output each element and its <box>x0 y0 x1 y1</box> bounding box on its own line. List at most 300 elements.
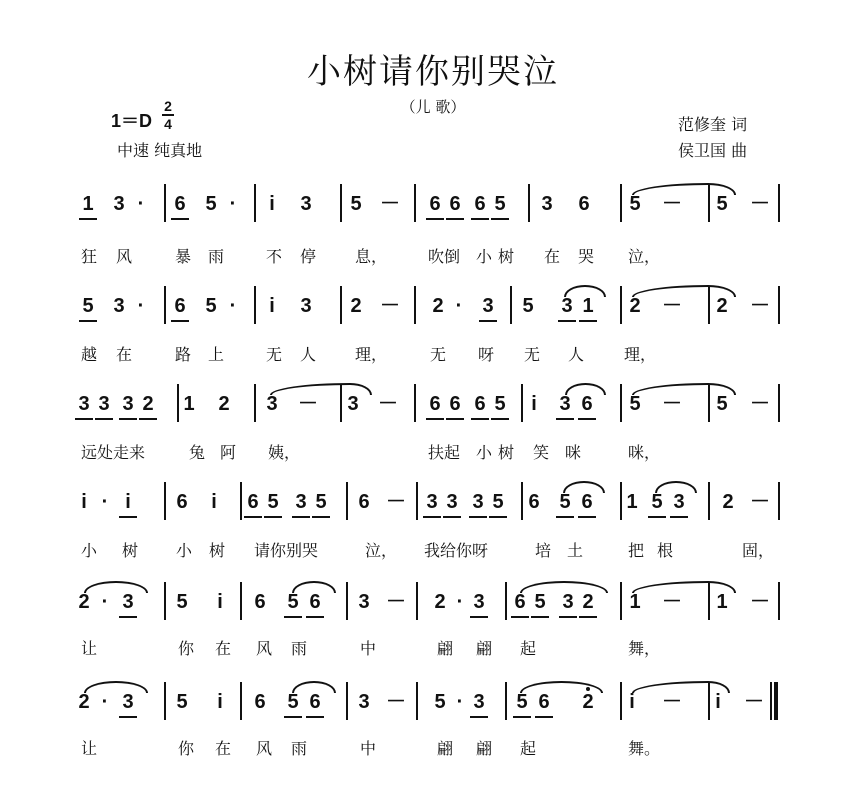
note <box>554 490 576 514</box>
note-digit: 3 <box>562 591 574 613</box>
tie-arc <box>708 183 736 195</box>
lyric-syllable: 上 <box>208 345 225 364</box>
lyrics-row <box>0 343 866 367</box>
note-digit: 1 <box>183 393 195 415</box>
note <box>624 392 646 416</box>
lyric-syllable: 起 <box>520 639 537 658</box>
note-digit: 5 <box>492 491 504 513</box>
note <box>487 490 509 514</box>
barline <box>620 286 622 324</box>
note-digit: 5 <box>267 491 279 513</box>
eighth-underline <box>119 616 137 618</box>
note-digit: 3 <box>358 691 370 713</box>
lyric-syllable: 越 <box>81 345 98 364</box>
tie-arc <box>565 383 606 395</box>
note-digit: 1 <box>629 591 641 613</box>
lyric-syllable: 在 <box>215 639 232 658</box>
tie-arc <box>708 383 736 395</box>
note <box>94 590 116 614</box>
tie-arc <box>350 383 372 395</box>
lyrics-row <box>0 441 866 465</box>
note <box>429 690 451 714</box>
lyric-syllable: 理， <box>624 345 657 364</box>
note-digit: － <box>750 591 770 613</box>
eighth-underline <box>119 516 137 518</box>
note-digit: i <box>211 491 217 513</box>
note-digit: 3 <box>358 591 370 613</box>
lyric-syllable: 翩 <box>437 639 454 658</box>
barline <box>505 582 507 620</box>
note <box>209 690 231 714</box>
note-digit: 5 <box>516 691 528 713</box>
note-digit: 5 <box>629 193 641 215</box>
note <box>444 392 466 416</box>
note <box>200 294 222 318</box>
note-digit: 6 <box>474 193 486 215</box>
lyric-syllable: 风 <box>256 739 273 758</box>
eighth-underline <box>446 218 464 220</box>
note <box>661 192 683 216</box>
barline <box>164 482 166 520</box>
note <box>137 392 159 416</box>
eighth-underline <box>171 218 189 220</box>
lyric-syllable: 树 <box>498 247 515 266</box>
note-digit: － <box>662 193 682 215</box>
note <box>94 690 116 714</box>
note <box>523 490 545 514</box>
note-digit: · <box>101 491 109 513</box>
note <box>379 294 401 318</box>
barline <box>240 582 242 620</box>
note-digit: － <box>386 691 406 713</box>
barline <box>416 482 418 520</box>
note <box>282 590 304 614</box>
note-digit: 6 <box>528 491 540 513</box>
lyric-syllable: 雨 <box>291 739 308 758</box>
note-digit: 6 <box>514 591 526 613</box>
note <box>297 392 319 416</box>
eighth-underline <box>559 616 577 618</box>
note <box>441 490 463 514</box>
note-digit: 2 <box>722 491 734 513</box>
note <box>711 192 733 216</box>
lyric-syllable: 息， <box>355 247 388 266</box>
note-digit: － <box>744 691 764 713</box>
note-digit: 3 <box>122 591 134 613</box>
eighth-underline <box>79 320 97 322</box>
note-digit: － <box>750 393 770 415</box>
lyric-syllable: 舞。 <box>628 739 661 758</box>
lyric-syllable: 路 <box>175 345 192 364</box>
note <box>448 294 470 318</box>
note-digit: 5 <box>522 295 534 317</box>
note <box>310 490 332 514</box>
note <box>342 392 364 416</box>
note <box>385 590 407 614</box>
note <box>624 294 646 318</box>
lyric-syllable: 远处走来 <box>81 443 146 462</box>
barline <box>164 682 166 720</box>
tie-arc <box>564 285 606 297</box>
eighth-underline <box>244 516 262 518</box>
note-digit: i <box>531 393 537 415</box>
note-digit: 5 <box>534 591 546 613</box>
tie-arc <box>708 681 730 693</box>
note-digit: 3 <box>113 295 125 317</box>
note-digit: 6 <box>449 193 461 215</box>
lyric-syllable: 笑 <box>533 443 550 462</box>
eighth-underline <box>579 616 597 618</box>
note-digit: 3 <box>266 393 278 415</box>
note-digit: 3 <box>122 393 134 415</box>
note <box>661 590 683 614</box>
note-digit: 5 <box>559 491 571 513</box>
note <box>345 294 367 318</box>
note-digit: 3 <box>295 491 307 513</box>
lyric-syllable: 理， <box>355 345 388 364</box>
lyric-syllable: 翩 <box>476 739 493 758</box>
note-digit: 5 <box>315 491 327 513</box>
note <box>711 392 733 416</box>
note-digit: 6 <box>474 393 486 415</box>
eighth-underline <box>469 516 487 518</box>
note-digit: － <box>662 591 682 613</box>
lyric-syllable: 无 <box>430 345 447 364</box>
lyric-syllable: 人 <box>300 345 317 364</box>
note-digit: － <box>380 193 400 215</box>
eighth-underline <box>292 516 310 518</box>
note <box>577 690 599 714</box>
note-digit: 3 <box>482 295 494 317</box>
eighth-underline <box>426 218 444 220</box>
notation-row <box>0 578 866 626</box>
note <box>353 690 375 714</box>
eighth-underline <box>75 418 93 420</box>
barline <box>778 482 780 520</box>
note <box>661 294 683 318</box>
note <box>749 392 771 416</box>
note <box>624 192 646 216</box>
lyric-syllable: 无 <box>524 345 541 364</box>
note-digit: i <box>217 691 223 713</box>
note-digit: 3 <box>122 691 134 713</box>
lyric-syllable: 扶起 <box>428 443 461 462</box>
barline <box>620 582 622 620</box>
note <box>261 392 283 416</box>
note <box>73 690 95 714</box>
note-digit: 2 <box>78 691 90 713</box>
note <box>646 490 668 514</box>
note-digit: · <box>137 295 145 317</box>
song-title: 小树请你别哭泣 <box>307 52 559 92</box>
note <box>749 192 771 216</box>
tie-arc <box>270 383 350 395</box>
note-digit: 6 <box>247 491 259 513</box>
lyricist-credit: 范修奎 词 <box>678 115 748 134</box>
note <box>171 690 193 714</box>
note <box>242 490 264 514</box>
note <box>517 294 539 318</box>
tie-arc <box>708 285 736 297</box>
eighth-underline <box>284 716 302 718</box>
barline <box>164 286 166 324</box>
lyric-syllable: 小 <box>476 247 493 266</box>
note-digit: 5 <box>434 691 446 713</box>
barline <box>254 286 256 324</box>
note <box>345 192 367 216</box>
note-digit: · <box>101 691 109 713</box>
note-digit: 2 <box>78 591 90 613</box>
note <box>117 690 139 714</box>
lyric-syllable: 树 <box>498 443 515 462</box>
eighth-underline <box>471 218 489 220</box>
note-digit: 3 <box>300 295 312 317</box>
note-digit: 6 <box>309 691 321 713</box>
eighth-underline <box>670 516 688 518</box>
note-digit: i <box>715 691 721 713</box>
note <box>717 490 739 514</box>
eighth-underline <box>264 516 282 518</box>
note-digit: － <box>662 295 682 317</box>
note-digit: 6 <box>449 393 461 415</box>
note-digit: 5 <box>287 691 299 713</box>
note-digit: 2 <box>629 295 641 317</box>
eighth-underline <box>556 516 574 518</box>
note-digit: 6 <box>581 393 593 415</box>
note-digit: 3 <box>472 491 484 513</box>
note-digit: 2 <box>142 393 154 415</box>
tie-arc <box>520 681 603 693</box>
note <box>171 590 193 614</box>
note-digit: i <box>81 491 87 513</box>
note <box>577 294 599 318</box>
note-digit: · <box>101 591 109 613</box>
note-digit: · <box>456 591 464 613</box>
note-digit: 5 <box>82 295 94 317</box>
note <box>621 490 643 514</box>
eighth-underline <box>443 516 461 518</box>
note <box>117 590 139 614</box>
lyric-syllable: 翩 <box>437 739 454 758</box>
note-digit: 5 <box>716 193 728 215</box>
note <box>424 192 446 216</box>
note-digit: 2 <box>716 295 728 317</box>
barline <box>414 286 416 324</box>
lyrics-row <box>0 539 866 563</box>
key-signature: 1＝D <box>111 111 153 131</box>
note-digit: 3 <box>98 393 110 415</box>
note-digit: － <box>662 393 682 415</box>
barline <box>620 482 622 520</box>
note <box>468 590 490 614</box>
eighth-underline <box>558 320 576 322</box>
lyric-syllable: 小 <box>81 541 98 560</box>
lyric-syllable: 你 <box>178 739 195 758</box>
note <box>290 490 312 514</box>
note-digit: 3 <box>113 193 125 215</box>
note-digit: 5 <box>176 591 188 613</box>
note <box>429 590 451 614</box>
note-digit: 3 <box>559 393 571 415</box>
eighth-underline <box>312 516 330 518</box>
note-digit: i <box>629 691 635 713</box>
note <box>249 690 271 714</box>
note <box>222 294 244 318</box>
eighth-underline <box>513 716 531 718</box>
barline <box>620 384 622 422</box>
note <box>427 294 449 318</box>
eighth-underline <box>95 418 113 420</box>
note <box>529 590 551 614</box>
note <box>444 192 466 216</box>
note <box>73 392 95 416</box>
note <box>576 490 598 514</box>
note-digit: 5 <box>716 393 728 415</box>
barline <box>414 384 416 422</box>
note-digit: 1 <box>582 295 594 317</box>
note <box>169 192 191 216</box>
note <box>661 392 683 416</box>
note-digit: 5 <box>205 295 217 317</box>
note <box>749 294 771 318</box>
tie-arc <box>632 383 708 395</box>
note <box>621 690 643 714</box>
lyric-syllable: 树 <box>209 541 226 560</box>
note <box>73 590 95 614</box>
note-digit: 3 <box>473 691 485 713</box>
time-signature-bottom: 4 <box>164 116 172 132</box>
lyric-syllable: 风 <box>116 247 133 266</box>
note <box>77 192 99 216</box>
note <box>711 294 733 318</box>
barline <box>521 384 523 422</box>
tie-arc <box>632 681 708 693</box>
tie-arc <box>520 581 608 593</box>
eighth-underline <box>119 716 137 718</box>
note-digit: 5 <box>287 591 299 613</box>
tie-arc <box>292 681 336 693</box>
eighth-underline <box>306 616 324 618</box>
lyric-syllable: 雨 <box>291 639 308 658</box>
lyric-syllable: 在 <box>116 345 133 364</box>
lyric-syllable: 泣， <box>628 247 661 266</box>
note-digit: 3 <box>300 193 312 215</box>
note <box>749 490 771 514</box>
lyric-syllable: 小 <box>476 443 493 462</box>
lyrics-row <box>0 637 866 661</box>
barline <box>340 184 342 222</box>
barline <box>177 384 179 422</box>
note-digit: i <box>217 591 223 613</box>
note <box>304 690 326 714</box>
note-digit: 2 <box>218 393 230 415</box>
note-digit: 2 <box>582 691 594 713</box>
note <box>743 690 765 714</box>
note-digit: 3 <box>78 393 90 415</box>
note <box>282 690 304 714</box>
note <box>556 294 578 318</box>
note-digit: · <box>455 295 463 317</box>
eighth-underline <box>491 218 509 220</box>
tie-arc <box>632 285 708 297</box>
note <box>573 192 595 216</box>
lyric-syllable: 舞， <box>628 639 661 658</box>
barline <box>346 582 348 620</box>
lyric-syllable: 土 <box>567 541 584 560</box>
note <box>711 590 733 614</box>
note <box>353 590 375 614</box>
note <box>477 294 499 318</box>
barline <box>414 184 416 222</box>
note <box>523 392 545 416</box>
note <box>749 590 771 614</box>
composer-credit: 侯卫国 曲 <box>678 141 748 160</box>
barline <box>778 384 780 422</box>
note <box>262 490 284 514</box>
tempo-marking: 中速 纯真地 <box>117 141 203 160</box>
note <box>424 392 446 416</box>
note-digit: － <box>386 491 406 513</box>
tie-arc <box>632 581 708 593</box>
lyric-syllable: 在 <box>215 739 232 758</box>
lyric-syllable: 中 <box>360 639 377 658</box>
barline <box>416 582 418 620</box>
barline <box>346 482 348 520</box>
eighth-underline <box>491 418 509 420</box>
eighth-underline <box>531 616 549 618</box>
note <box>77 294 99 318</box>
lyric-syllable: 姨， <box>268 443 301 462</box>
lyric-syllable: 兔 <box>189 443 206 462</box>
note <box>213 392 235 416</box>
note <box>489 392 511 416</box>
barline <box>240 682 242 720</box>
note <box>469 192 491 216</box>
lyric-syllable: 雨 <box>208 247 225 266</box>
note <box>385 690 407 714</box>
lyric-syllable: 让 <box>81 639 98 658</box>
eighth-underline <box>446 418 464 420</box>
tie-arc <box>292 581 336 593</box>
note <box>377 392 399 416</box>
note-digit: 6 <box>174 193 186 215</box>
lyric-syllable: 哭 <box>578 247 595 266</box>
lyric-syllable: 起 <box>520 739 537 758</box>
note-digit: 5 <box>176 691 188 713</box>
note-digit: 6 <box>578 193 590 215</box>
barline <box>346 682 348 720</box>
lyric-syllable: 无 <box>266 345 283 364</box>
tie-arc <box>632 183 708 195</box>
barline <box>620 184 622 222</box>
note-digit: － <box>378 393 398 415</box>
note-digit: 6 <box>254 591 266 613</box>
note <box>130 192 152 216</box>
note-digit: 3 <box>541 193 553 215</box>
note-digit: － <box>386 591 406 613</box>
lyric-syllable: 翩 <box>476 639 493 658</box>
note-digit: 2 <box>582 591 594 613</box>
note <box>304 590 326 614</box>
lyrics-row <box>0 245 866 269</box>
barline <box>254 184 256 222</box>
lyric-syllable: 我给你呀 <box>424 541 489 560</box>
note-digit: 5 <box>494 393 506 415</box>
tie-arc <box>84 681 148 693</box>
note-digit: 3 <box>473 591 485 613</box>
eighth-underline <box>426 418 444 420</box>
lyric-syllable: 请你别哭 <box>254 541 319 560</box>
